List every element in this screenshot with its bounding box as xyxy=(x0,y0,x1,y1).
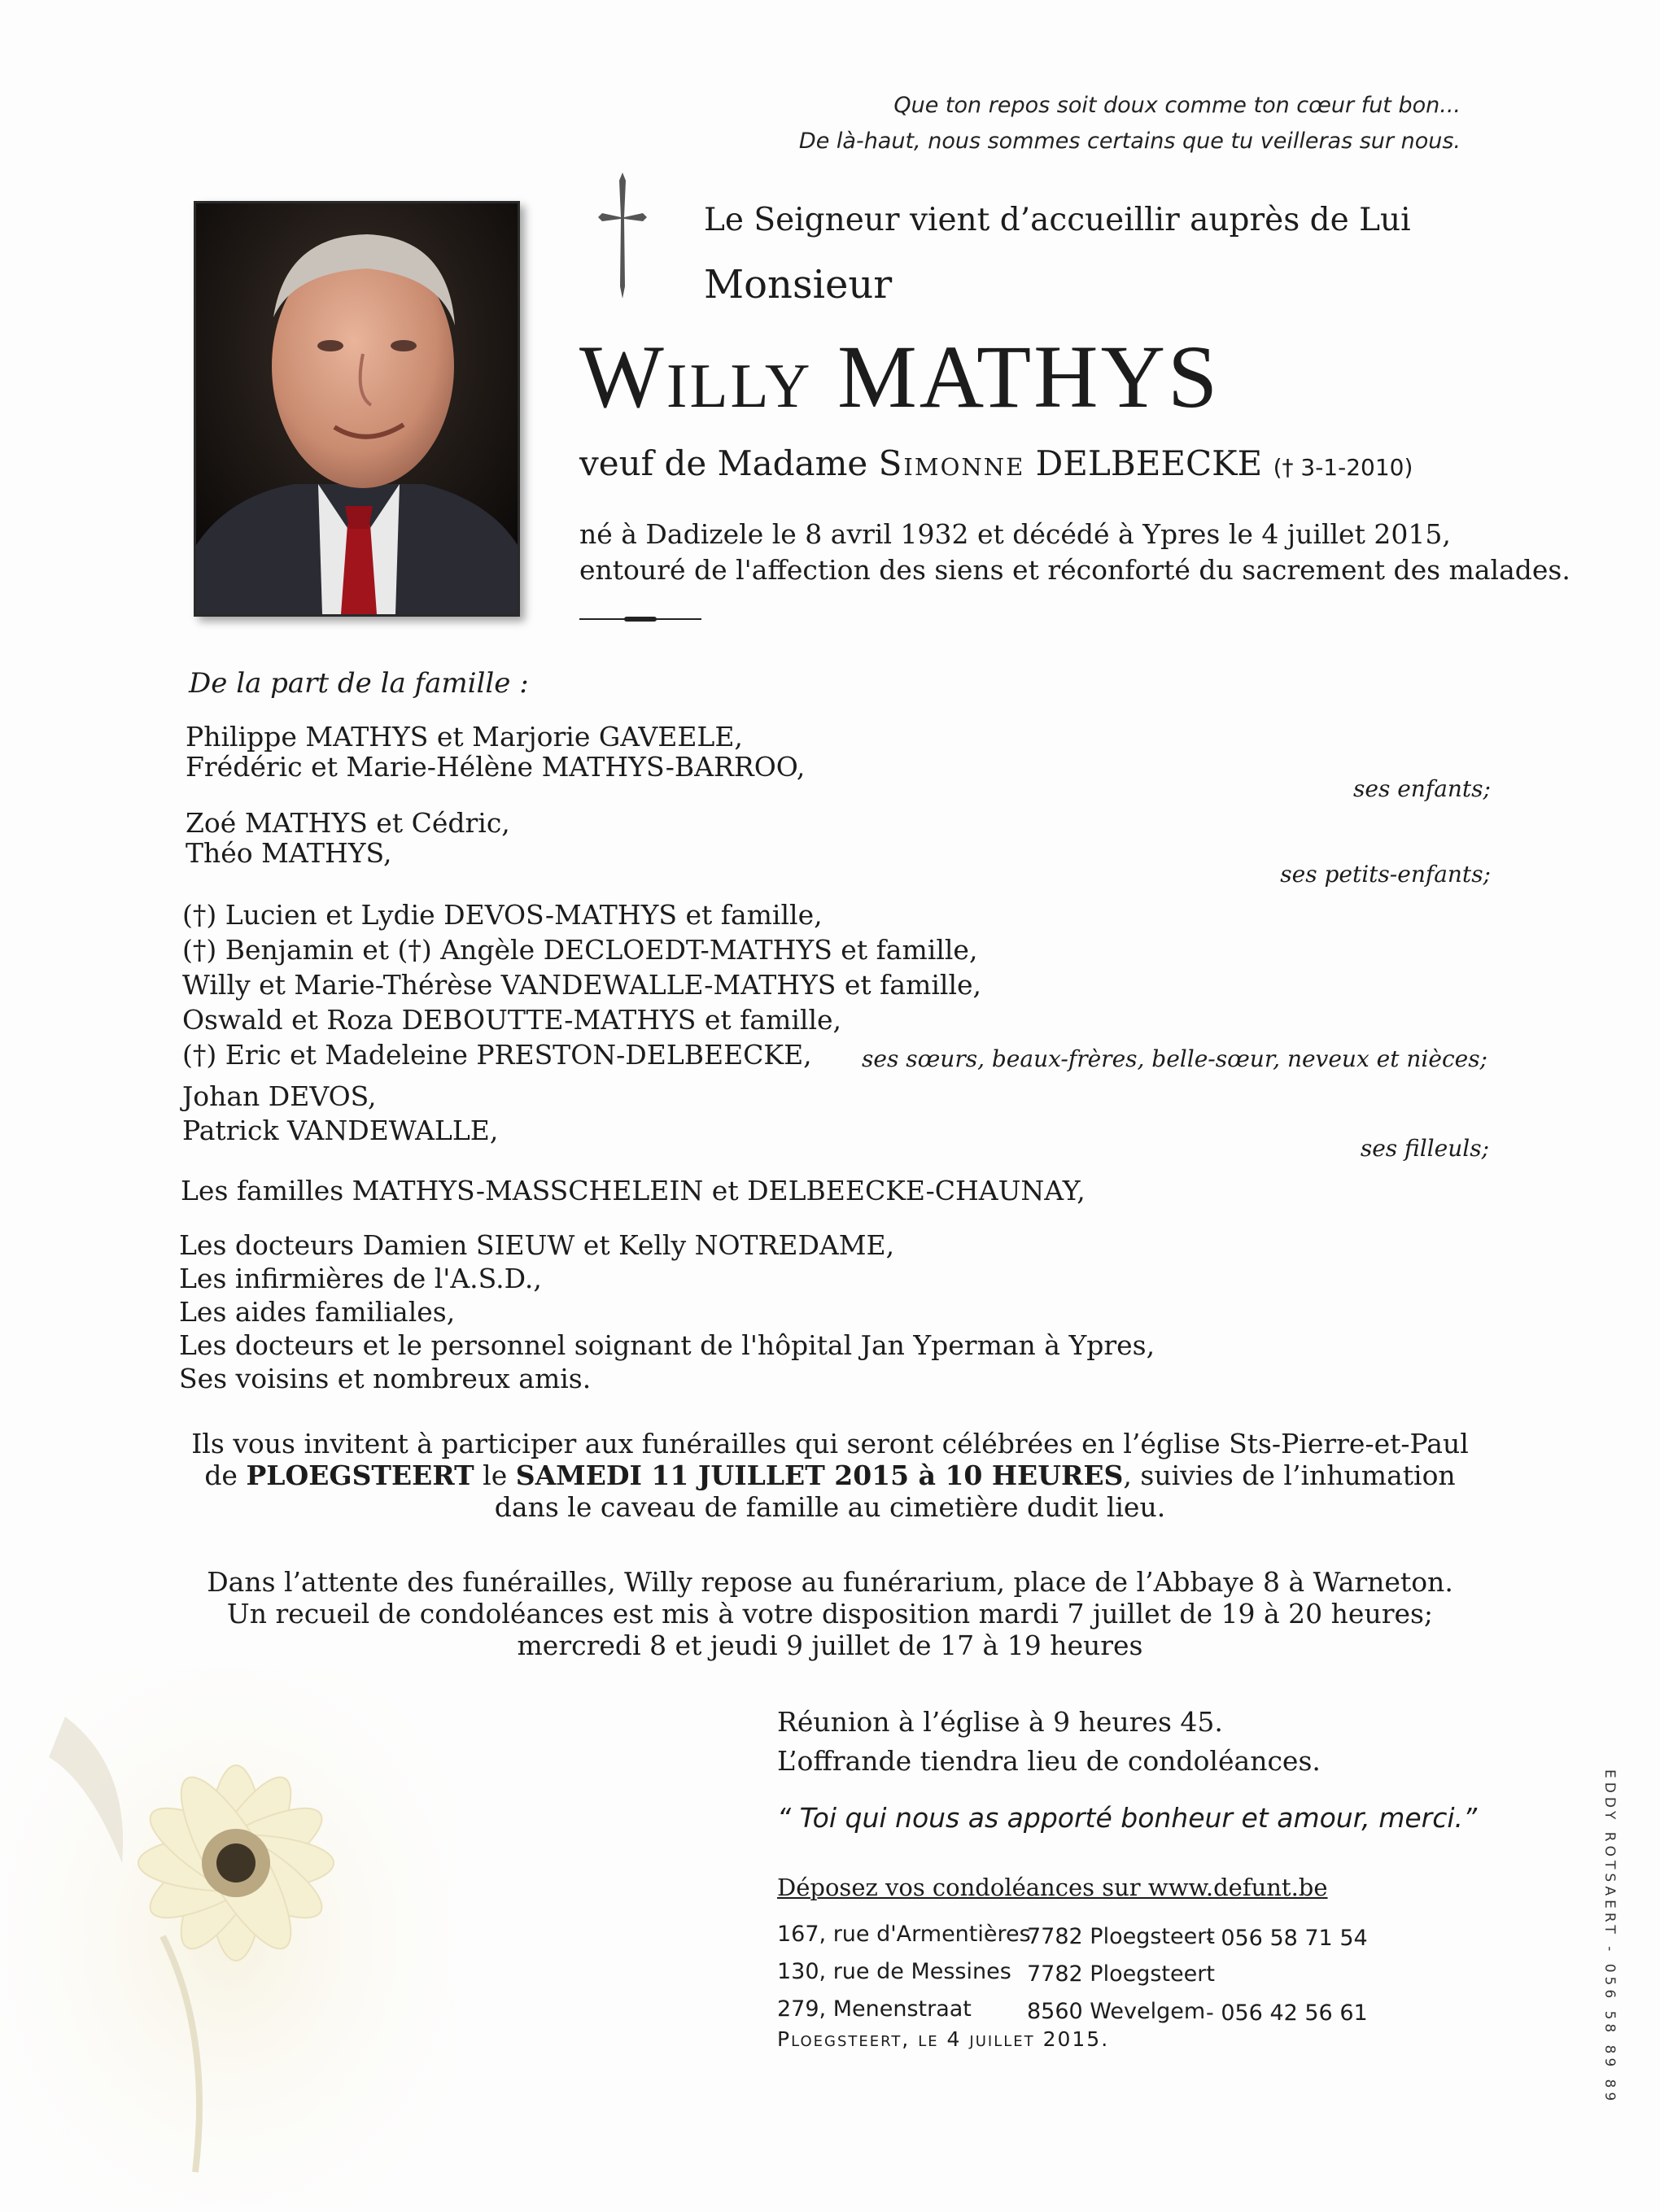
epigraph xyxy=(799,88,1461,159)
honorific: Monsieur xyxy=(704,262,893,308)
meeting-line-1: Réunion à l’église à 9 heures 45. xyxy=(777,1706,1223,1738)
funeral-home-streets xyxy=(777,1916,1031,2028)
funeral-invitation xyxy=(122,1428,1538,1523)
family-role: ses petits-enfants; xyxy=(1280,861,1491,888)
spouse-death-date: († 3-1-2010) xyxy=(1273,454,1413,481)
divider xyxy=(579,618,701,620)
meeting-info xyxy=(777,1703,1321,1781)
widow-line xyxy=(579,443,1413,483)
family-line: Les aides familiales, xyxy=(179,1296,456,1328)
invite-line-1: Ils vous invitent à participer aux funérailles qui seront célébrées en l’église Sts-Pierre-et-Paul xyxy=(191,1428,1469,1459)
address-street: 279, Menenstraat xyxy=(777,1996,972,2022)
family-line: (†) Benjamin et (†) Angèle DECLOEDT-MATHYS et famille, xyxy=(182,934,978,966)
printer-credit xyxy=(1601,1769,1634,2105)
deceased-name xyxy=(579,325,1220,429)
family-role: ses sœurs, beaux-frères, belle-sœur, neveux et nièces; xyxy=(862,1045,1487,1072)
wake-line-3: mercredi 8 et jeudi 9 juillet de 17 à 19 heures xyxy=(517,1630,1143,1661)
invite-line-3: dans le caveau de famille au cimetière dudit lieu. xyxy=(494,1491,1166,1523)
address-city: 8560 Wevelgem xyxy=(1027,1999,1206,2024)
family-line: Ses voisins et nombreux amis. xyxy=(179,1363,592,1394)
spouse-last-name: DELBEECKE xyxy=(1035,443,1263,483)
wake-info xyxy=(122,1566,1538,1661)
dateline: Ploegsteert, le 4 juillet 2015. xyxy=(777,2027,1110,2051)
birth-death-line-2: entouré de l'affection des siens et réconforté du sacrement des malades. xyxy=(579,554,1570,586)
funeral-place: PLOEGSTEERT xyxy=(246,1459,474,1491)
family-group-grandchildren xyxy=(186,808,510,868)
condolences-link[interactable]: Déposez vos condoléances sur www.defunt.be xyxy=(777,1874,1328,1901)
last-name: MATHYS xyxy=(837,327,1221,426)
family-group-children xyxy=(186,722,805,782)
funeral-home-cities xyxy=(1027,1918,1215,2031)
family-role: ses filleuls; xyxy=(1360,1135,1489,1162)
widow-prefix: veuf de Madame xyxy=(579,443,868,483)
first-name: Willy xyxy=(579,327,813,426)
funeral-date: SAMEDI 11 JUILLET 2015 à 10 HEURES xyxy=(515,1459,1124,1491)
cross-icon xyxy=(598,172,647,299)
spouse-first-name: Simonne xyxy=(878,443,1025,483)
flower-decoration xyxy=(0,1668,456,2209)
family-line: Willy et Marie-Thérèse VANDEWALLE-MATHYS et famille, xyxy=(182,969,982,1001)
family-line: Philippe MATHYS et Marjorie GAVEELE, xyxy=(186,721,743,753)
birth-death-info xyxy=(579,517,1570,588)
family-line: Théo MATHYS, xyxy=(186,837,392,869)
invite-line-2 xyxy=(122,1459,1538,1491)
address-phone: - 056 58 71 54 xyxy=(1206,1926,1368,1951)
portrait-photo xyxy=(194,201,520,617)
family-others xyxy=(179,1228,1155,1395)
family-line: Les docteurs Damien SIEUW et Kelly NOTREDAME, xyxy=(179,1229,895,1261)
family-line: (†) Eric et Madeleine PRESTON-DELBEECKE, xyxy=(182,1039,812,1071)
closing-quote: “ Toi qui nous as apporté bonheur et amour, merci.” xyxy=(777,1802,1478,1834)
text: le xyxy=(474,1459,516,1491)
address-street: 167, rue d'Armentières xyxy=(777,1922,1031,1947)
family-line: Johan DEVOS, xyxy=(182,1080,377,1112)
text: de xyxy=(204,1459,247,1491)
birth-death-line-1: né à Dadizele le 8 avril 1932 et décédé à Ypres le 4 juillet 2015, xyxy=(579,518,1451,550)
text: , suivies de l’inhumation xyxy=(1123,1459,1456,1491)
wake-line-2: Un recueil de condoléances est mis à votre disposition mardi 7 juillet de 19 à 20 heures; xyxy=(226,1598,1434,1630)
epigraph-line-2: De là-haut, nous sommes certains que tu veilleras sur nous. xyxy=(798,129,1461,154)
family-line: Les docteurs et le personnel soignant de l'hôpital Jan Yperman à Ypres, xyxy=(179,1329,1155,1361)
family-line: Zoé MATHYS et Cédric, xyxy=(186,807,510,839)
epigraph-line-1: Que ton repos soit doux comme ton cœur fut bon... xyxy=(893,93,1461,118)
address-street: 130, rue de Messines xyxy=(777,1959,1011,1984)
family-role: ses enfants; xyxy=(1353,775,1491,802)
address-city: 7782 Ploegsteert xyxy=(1027,1924,1215,1949)
family-line: Les infirmières de l'A.S.D., xyxy=(179,1263,542,1294)
funeral-home-phones xyxy=(1206,1920,1368,2032)
family-others-1: Les familles MATHYS-MASSCHELEIN et DELBEECKE-CHAUNAY, xyxy=(181,1175,1086,1206)
family-title: De la part de la famille : xyxy=(189,667,529,700)
address-phone xyxy=(1206,1957,1368,1995)
address-phone: - 056 42 56 61 xyxy=(1206,2000,1368,2026)
family-line: Oswald et Roza DEBOUTTE-MATHYS et famille, xyxy=(182,1004,842,1036)
announcement: Le Seigneur vient d’accueillir auprès de Lui xyxy=(704,202,1411,238)
wake-line-1: Dans l’attente des funérailles, Willy repose au funérarium, place de l’Abbaye 8 à Warneton. xyxy=(207,1566,1453,1598)
address-city: 7782 Ploegsteert xyxy=(1027,1961,1215,1987)
family-group-godchildren xyxy=(182,1080,498,1148)
family-line: (†) Lucien et Lydie DEVOS-MATHYS et famille, xyxy=(182,899,823,931)
printer-credit-text: EDDY ROTSAERT - 056 58 89 89 xyxy=(1601,1769,1618,2105)
meeting-line-2: L’offrande tiendra lieu de condoléances. xyxy=(777,1745,1321,1777)
family-line: Patrick VANDEWALLE, xyxy=(182,1115,499,1146)
family-line: Frédéric et Marie-Hélène MATHYS-BARROO, xyxy=(186,751,806,783)
